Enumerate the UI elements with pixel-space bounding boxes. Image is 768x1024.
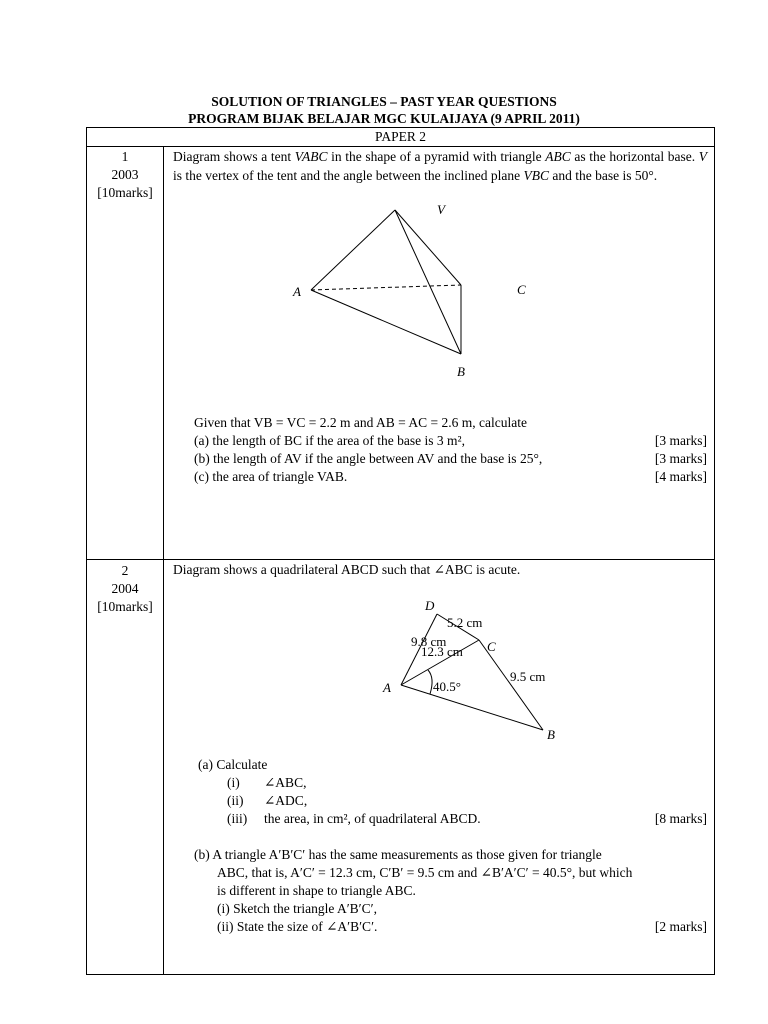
question-2-intro: Diagram shows a quadrilateral ABCD such that ∠ABC is acute. xyxy=(173,562,521,577)
question-1-part-a-marks: [3 marks] xyxy=(654,433,707,448)
question-1-given: Given that VB = VC = 2.2 m and AB = AC = 2.6 m, calculate xyxy=(194,415,527,430)
quadrilateral-abcd-diagram xyxy=(165,560,713,760)
question-2-part-a-iii-num: (iii) xyxy=(227,811,248,826)
document-title: SOLUTION OF TRIANGLES – PAST YEAR QUESTIONS xyxy=(211,94,557,109)
question-2-part-a-i-num: (i) xyxy=(227,775,240,790)
label-length-cb: 9.5 cm xyxy=(510,669,546,684)
question-2-marks: [10marks] xyxy=(97,599,153,614)
question-2-part-b-line-2: ABC, that is, A′C′ = 12.3 cm, C′B′ = 9.5 cm and ∠B′A′C′ = 40.5°, but which xyxy=(217,865,633,880)
question-1-part-b: (b) the length of AV if the angle between AV and the base is 25°, xyxy=(194,451,543,466)
label-c: C xyxy=(517,282,526,297)
label-b: B xyxy=(457,364,465,379)
label-length-ad: 9.8 cm xyxy=(411,634,447,649)
question-1-row xyxy=(86,146,715,560)
label-angle: 40.5° xyxy=(433,679,461,694)
question-1-marks: [10marks] xyxy=(97,185,153,200)
question-2-number: 2 xyxy=(121,563,129,578)
question-1-part-a: (a) the length of BC if the area of the base is 3 m², xyxy=(194,433,465,448)
edge-ab xyxy=(311,290,461,354)
question-2-part-b-i: (i) Sketch the triangle A′B′C′, xyxy=(217,901,377,916)
question-1-part-c: (c) the area of triangle VAB. xyxy=(194,469,348,484)
angle-arc xyxy=(428,670,432,694)
question-1-body xyxy=(165,146,714,559)
question-2-year: 2004 xyxy=(111,581,139,596)
question-2-meta xyxy=(87,560,164,974)
edge-vc xyxy=(395,210,461,285)
paper-header: PAPER 2 xyxy=(86,127,715,147)
question-2-part-a-ii-num: (ii) xyxy=(227,793,244,808)
question-2-part-a-ii: ∠ADC, xyxy=(264,793,308,808)
tent-pyramid-diagram xyxy=(165,146,713,386)
edge-vb xyxy=(395,210,461,354)
question-2-part-b-line-3: is different in shape to triangle ABC. xyxy=(217,883,416,898)
label-d: D xyxy=(425,598,435,613)
label-c: C xyxy=(487,639,496,654)
edge-va xyxy=(311,210,395,290)
label-v: V xyxy=(437,202,445,217)
question-2-part-b-ii: (ii) State the size of ∠A′B′C′. xyxy=(217,919,378,934)
question-2-part-a-title: (a) Calculate xyxy=(198,757,268,772)
edge-ac-hidden xyxy=(311,285,461,290)
question-2-part-b-line-1: (b) A triangle A′B′C′ has the same measurements as those given for triangle xyxy=(194,847,602,862)
label-b: B xyxy=(547,727,555,742)
question-1-intro: Diagram shows a tent VABC in the shape of a pyramid with triangle ABC as the horizontal base. V is the vertex of the tent and the angle between the inclined plane VBC and the base is 50°. xyxy=(173,149,707,183)
question-2-part-b-marks: [2 marks] xyxy=(654,919,707,934)
question-1-year: 2003 xyxy=(111,167,139,182)
label-length-dc: 5.2 cm xyxy=(447,615,483,630)
label-a: A xyxy=(383,680,391,695)
question-2-part-a-iii: the area, in cm², of quadrilateral ABCD. xyxy=(264,811,481,826)
label-a: A xyxy=(293,284,301,299)
question-1-number: 1 xyxy=(121,149,129,164)
question-2-row xyxy=(86,560,715,975)
side-ab xyxy=(401,685,543,730)
question-1-part-b-marks: [3 marks] xyxy=(654,451,707,466)
question-1-meta xyxy=(87,146,164,559)
document-subtitle: PROGRAM BIJAK BELAJAR MGC KULAIJAYA (9 APRIL 2011) xyxy=(188,111,580,126)
label-length-ac: 12.3 cm xyxy=(421,644,463,659)
question-2-part-a-marks: [8 marks] xyxy=(654,811,707,826)
question-1-part-c-marks: [4 marks] xyxy=(654,469,707,484)
question-2-body xyxy=(165,560,714,974)
question-2-part-a-i: ∠ABC, xyxy=(264,775,307,790)
